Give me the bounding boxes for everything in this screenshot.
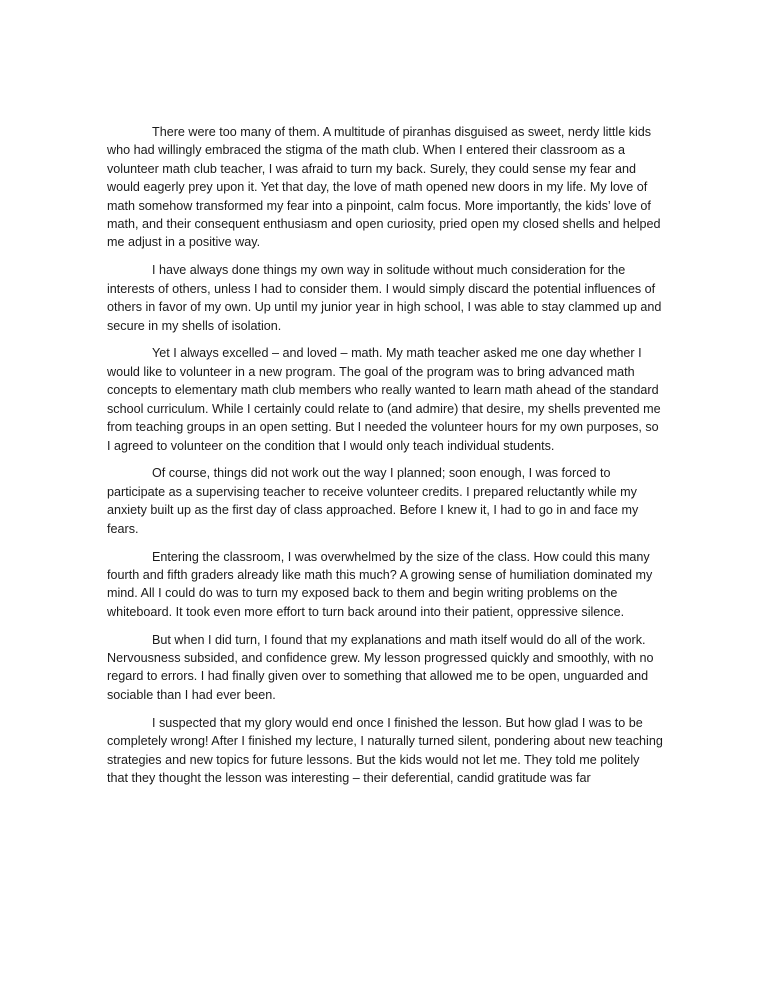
paragraph-7: I suspected that my glory would end once I finished the lesson. But how glad I was to be completely wrong! After I finished my lecture, I naturally turned silent, pondering about new teaching strategies and new topics for future lessons. But the kids would not let me. They told me politely that they thought the lesson was interesting – their deferential, candid gratitude was far: [107, 715, 663, 785]
paragraph-5: Entering the classroom, I was overwhelmed by the size of the class. How could this many fourth and fifth graders already like math this much? A growing sense of humiliation dominated my mind. All I could do was to turn my exposed back to them and begin writing problems on the whiteboard. It took even more effort to turn back around into their patient, oppressive silence.: [107, 549, 653, 619]
paragraph-1: There were too many of them. A multitude of piranhas disguised as sweet, nerdy little kids who had willingly embraced the stigma of the math club. When I entered their classroom as a volunteer math club teacher, I was afraid to turn my back. Surely, they could sense my fear and would eagerly prey upon it. Yet that day, the love of math opened new doors in my life. My love of math somehow transformed my fear into a pinpoint, calm focus. More importantly, the kids’ love of math, and their consequent enthusiasm and open curiosity, pried open my closed shells and helped me adjust in a positive way.: [107, 125, 661, 250]
essay-body: [107, 123, 663, 797]
paragraph-4: Of course, things did not work out the way I planned; soon enough, I was forced to participate as a supervising teacher to receive volunteer credits. I prepared reluctantly while my anxiety built up as the first day of class approached. Before I knew it, I had to go in and face my fears.: [107, 466, 639, 536]
paragraph-6: But when I did turn, I found that my explanations and math itself would do all of the work. Nervousness subsided, and confidence grew. My lesson progressed quickly and smoothly, with no regard to errors. I had finally given over to something that allowed me to be open, unguarded and sociable than I had ever been.: [107, 632, 654, 702]
paragraph-2: I have always done things my own way in solitude without much consideration for the interests of others, unless I had to consider them. I would simply discard the potential influences of others in favor of my own. Up until my junior year in high school, I was able to stay clammed up and secure in my shells of isolation.: [107, 263, 662, 333]
paragraph-3: Yet I always excelled – and loved – math. My math teacher asked me one day whether I would like to volunteer in a new program. The goal of the program was to bring advanced math concepts to elementary math club members who really wanted to learn math ahead of the standard school curriculum. While I certainly could relate to (and admire) that desire, my shells prevented me from teaching groups in an open setting. But I needed the volunteer hours for my own purposes, so I agreed to volunteer on the condition that I would only teach individual students.: [107, 346, 661, 453]
